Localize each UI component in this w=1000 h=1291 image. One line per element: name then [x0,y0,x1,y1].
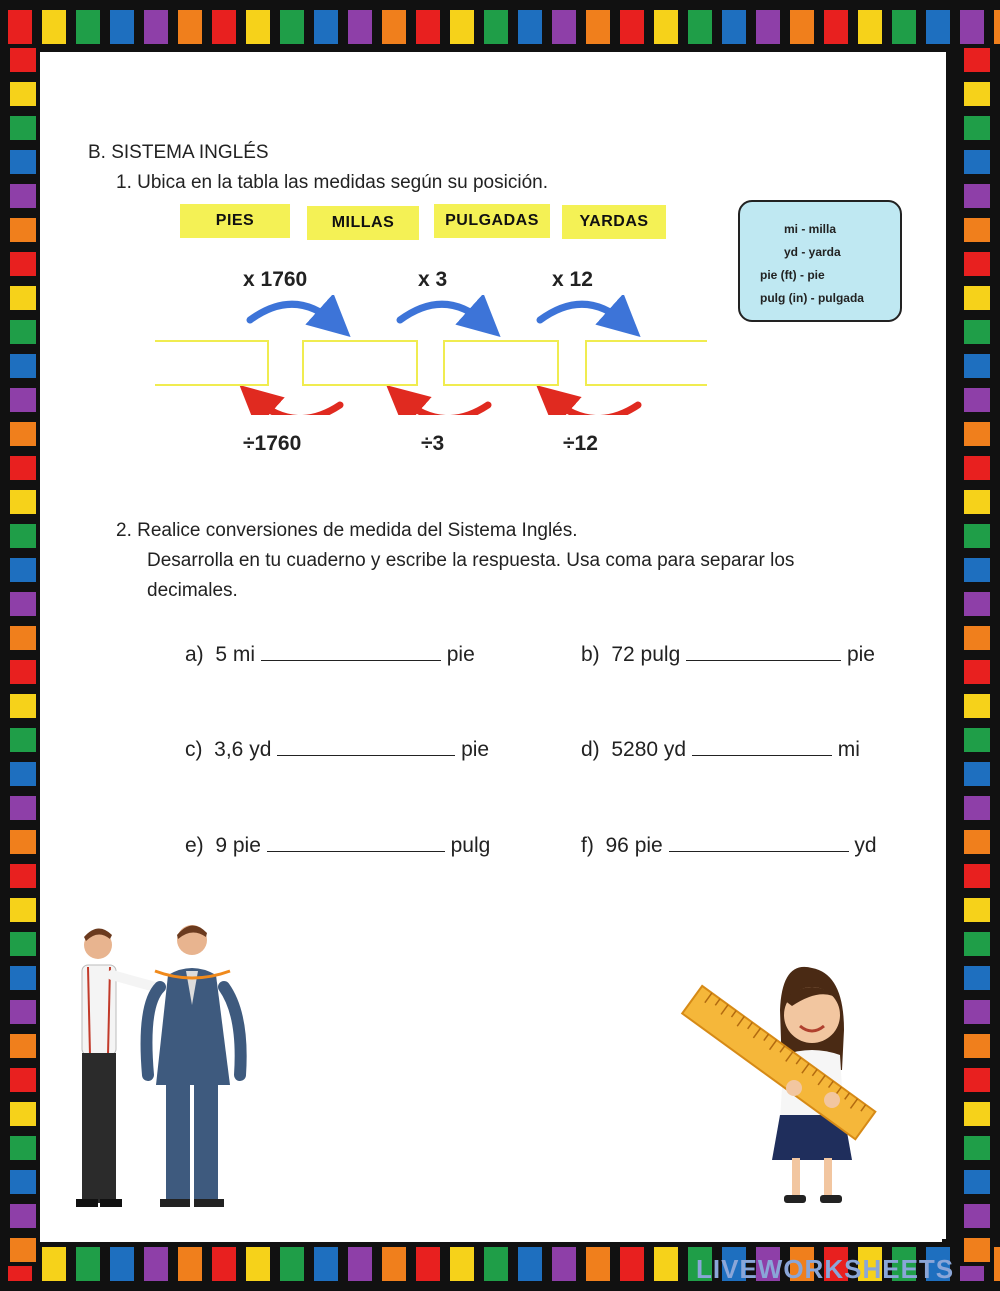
label-pies[interactable]: PIES [180,204,290,238]
exercise-letter: a) [185,643,204,666]
exercise-quantity: 96 pie [605,834,663,857]
exercise-unit: pie [446,643,475,666]
tailor-illustration [60,915,260,1215]
legend-row-yd: yd - yarda [784,245,841,259]
exercise-unit: yd [854,834,877,857]
multiplier-2: x 3 [418,268,448,291]
forward-arrow-3-icon [540,304,625,323]
multiplier-1: x 1760 [243,268,308,291]
exercise-quantity: 5280 yd [611,738,687,761]
exercise-letter: f) [581,834,594,857]
back-arrow-3-icon [552,399,638,415]
liveworksheets-logo: LIVEWORKSHEETS [696,1254,955,1284]
exercise-unit: mi [837,738,860,761]
exercise-e [185,831,490,858]
exercise-quantity: 9 pie [215,834,261,857]
answer-blank-c[interactable] [277,735,455,756]
abbreviation-legend [738,200,902,322]
back-arrow-2-icon [402,399,488,415]
exercise-quantity: 3,6 yd [214,738,272,761]
label-millas[interactable]: MILLAS [307,206,419,240]
drop-slot-4[interactable] [585,340,707,386]
exercise-a [185,640,475,667]
legend-row-mi: mi - milla [784,222,837,236]
back-arrow-1-icon [255,399,340,415]
forward-arrow-1-icon [250,304,335,323]
exercise-unit: pie [846,643,875,666]
exercise-d [581,735,860,762]
answer-blank-a[interactable] [261,640,441,661]
label-pulgadas[interactable]: PULGADAS [434,204,550,238]
instruction-2-line2: Desarrolla en tu cuaderno y escribe la respuesta. Usa coma para separar los [147,550,795,571]
exercise-quantity: 72 pulg [611,643,681,666]
exercise-quantity: 5 mi [215,643,256,666]
exercise-letter: c) [185,738,203,761]
multiplier-3: x 12 [552,268,593,291]
exercise-f [581,831,877,858]
exercise-b [581,640,875,667]
exercise-unit: pulg [450,834,491,857]
divisor-3: ÷12 [563,432,598,455]
instruction-2: 2. Realice conversiones de medida del Sistema Inglés. [116,520,578,541]
divisor-1: ÷1760 [243,432,302,455]
divisor-2: ÷3 [421,432,445,455]
instruction-2-line3: decimales. [147,580,238,601]
exercise-letter: d) [581,738,600,761]
drop-slot-1[interactable] [155,340,269,386]
instruction-1: 1. Ubica en la tabla las medidas según su posición. [116,172,548,193]
section-title: B. SISTEMA INGLÉS [88,142,269,163]
exercise-letter: e) [185,834,204,857]
drop-slot-2[interactable] [302,340,418,386]
label-yardas[interactable]: YARDAS [562,205,666,239]
legend-row-pulg: pulg (in) - pulgada [760,291,864,305]
answer-blank-b[interactable] [686,640,841,661]
exercise-letter: b) [581,643,600,666]
exercise-c [185,735,489,762]
drop-slot-3[interactable] [443,340,559,386]
answer-blank-d[interactable] [692,735,832,756]
forward-arrow-2-icon [400,304,485,323]
answer-blank-f[interactable] [669,831,849,852]
exercise-unit: pie [461,738,490,761]
legend-row-pie: pie (ft) - pie [760,268,825,282]
answer-blank-e[interactable] [267,831,445,852]
girl-ruler-illustration [672,960,882,1215]
